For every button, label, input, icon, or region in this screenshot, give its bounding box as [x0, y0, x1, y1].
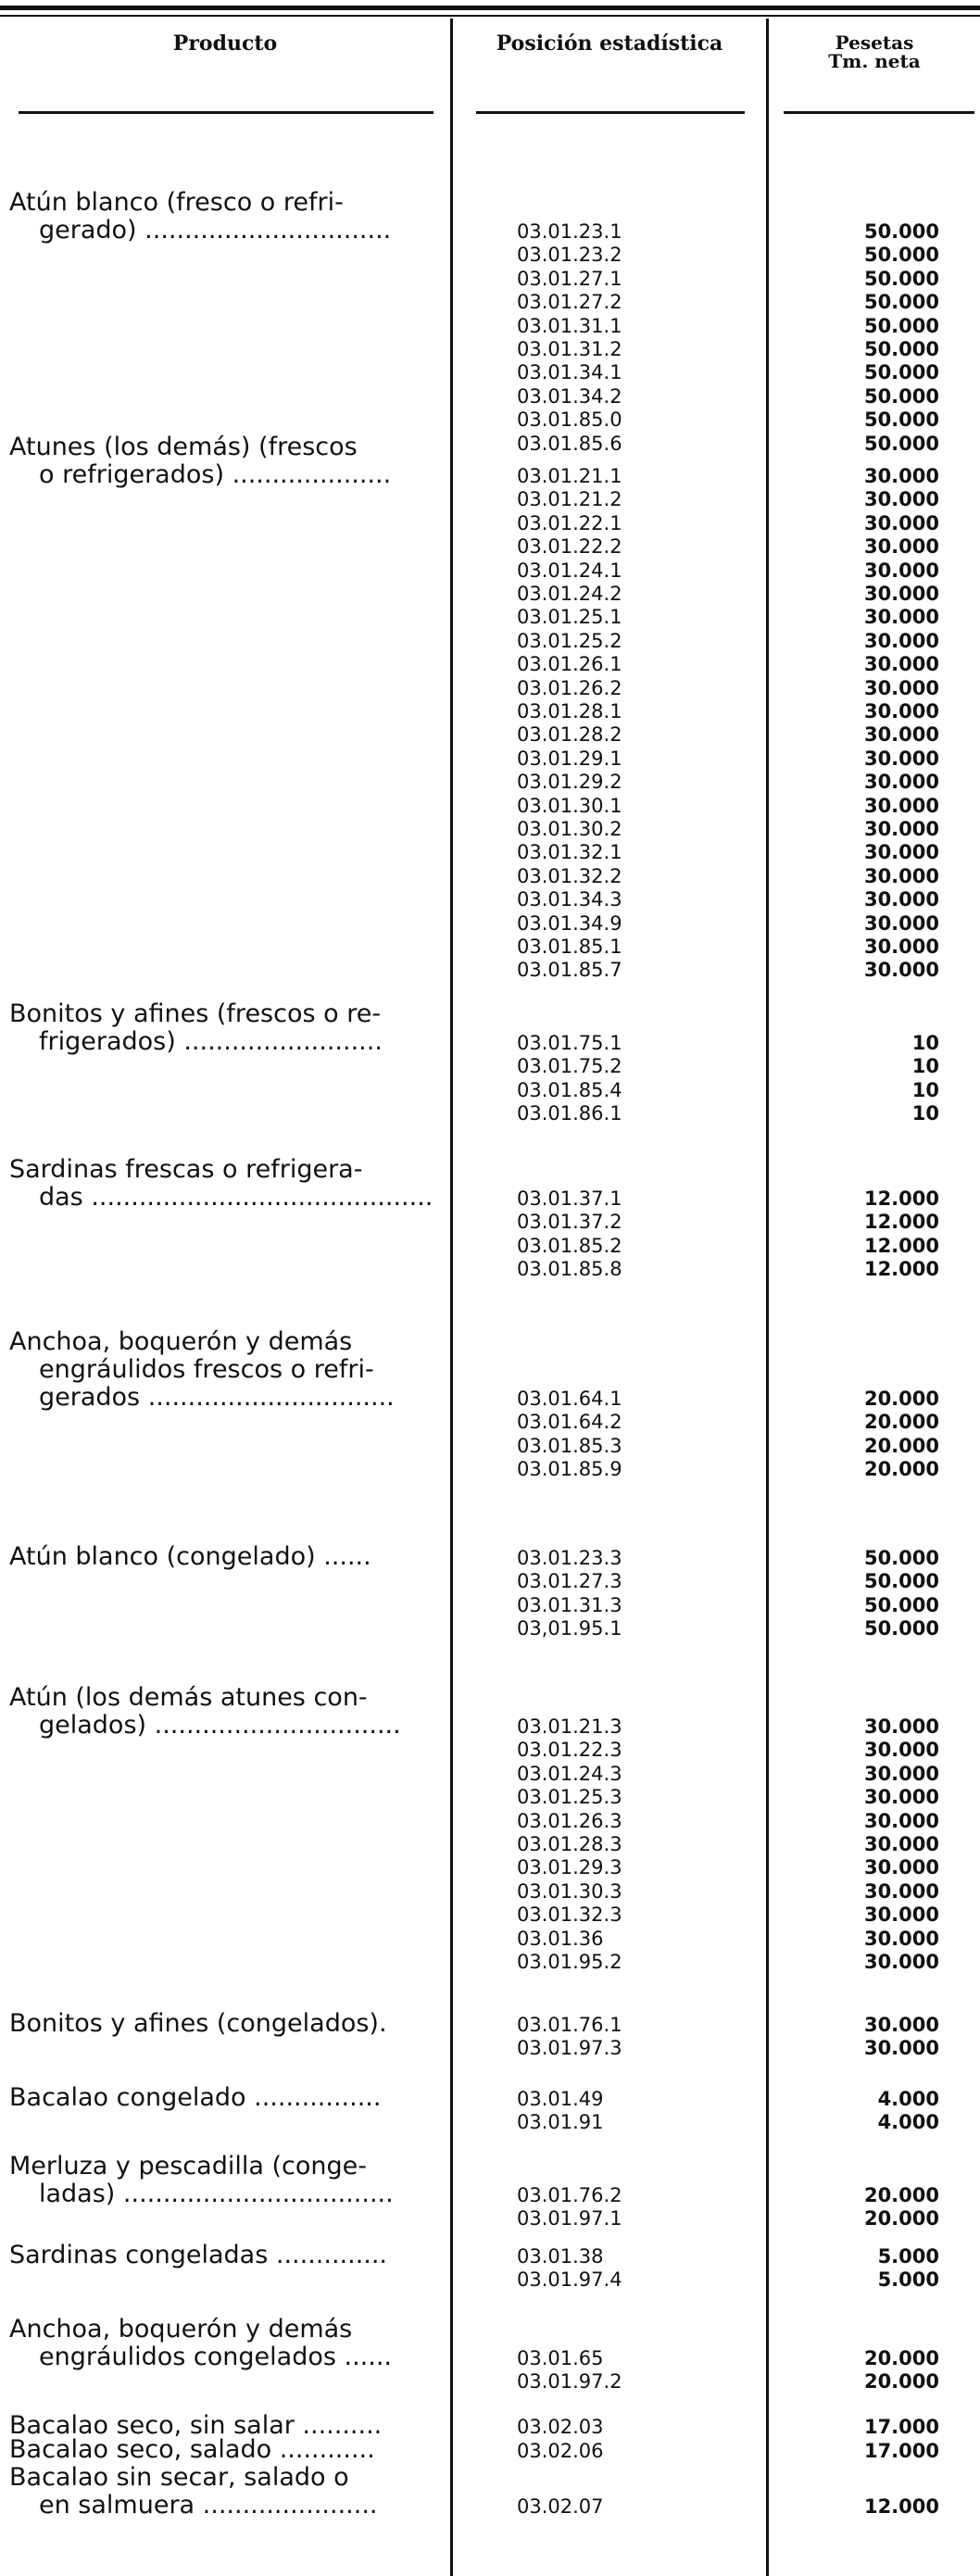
- statistical-position: 03.01.27.3: [517, 1570, 622, 1593]
- price-per-ton: 30.000: [863, 559, 939, 582]
- price-per-ton: 30.000: [863, 465, 939, 487]
- price-per-ton: 12.000: [863, 1187, 939, 1210]
- statistical-position: 03.01.27.2: [517, 291, 622, 314]
- price-per-ton: 30.000: [863, 841, 939, 864]
- product-name-line: gerados ...............................: [39, 1383, 395, 1412]
- statistical-position: 03.01.65: [517, 2347, 604, 2369]
- price-per-ton: 50.000: [863, 384, 939, 408]
- price-per-ton: 30.000: [863, 771, 939, 794]
- price-per-ton: 50.000: [863, 361, 939, 384]
- product-name-line: gelados) ...............................: [39, 1711, 401, 1740]
- product-name-line: ladas) ..................................: [39, 2180, 394, 2208]
- price-per-ton: 30.000: [863, 959, 939, 982]
- statistical-position: 03.01.29.2: [517, 771, 622, 794]
- statistical-position: 03.01.23.3: [517, 1547, 622, 1569]
- statistical-position: 03.01.95.2: [517, 1951, 622, 1973]
- price-per-ton: 30.000: [863, 1879, 939, 1903]
- statistical-position: 03.01.64.1: [517, 1388, 622, 1410]
- product-name-line: Atunes (los demás) (frescos: [9, 433, 358, 461]
- statistical-position: 03.01.23.1: [517, 220, 622, 243]
- statistical-position: 03.01.97.3: [517, 2037, 622, 2060]
- price-per-ton: 30.000: [863, 723, 939, 747]
- statistical-position: 03.02.07: [517, 2495, 604, 2518]
- price-per-ton: 50.000: [863, 1570, 939, 1593]
- statistical-position: 03.01.85.7: [517, 959, 622, 982]
- product-name-line: engráulidos congelados ......: [39, 2343, 393, 2371]
- top-rule-thick: [0, 6, 980, 10]
- price-per-ton: 50.000: [863, 291, 939, 314]
- product-name-line: Bacalao seco, sin salar ..........: [9, 2411, 383, 2440]
- statistical-position: 03.01.21.2: [517, 488, 622, 511]
- price-per-ton: 4.000: [877, 2088, 939, 2110]
- statistical-position: 03.01.21.1: [517, 465, 622, 487]
- statistical-position: 03.01.36: [517, 1927, 604, 1950]
- price-per-ton: 5.000: [877, 2268, 939, 2292]
- price-per-ton: 20.000: [863, 1411, 939, 1434]
- price-per-ton: 10: [911, 1032, 939, 1054]
- price-per-ton: 12.000: [863, 1211, 939, 1234]
- price-per-ton: 30.000: [863, 1786, 939, 1809]
- statistical-position: 03.01.97.1: [517, 2207, 622, 2230]
- statistical-position: 03.01.64.2: [517, 1411, 622, 1434]
- header-underline-1: [19, 111, 433, 114]
- product-name-line: o refrigerados) ....................: [39, 460, 392, 489]
- price-per-ton: 17.000: [863, 2440, 939, 2462]
- product-name-line: Atún blanco (fresco o refri-: [9, 188, 344, 217]
- price-per-ton: 30.000: [863, 488, 939, 511]
- statistical-position: 03.01.85.2: [517, 1234, 622, 1257]
- header-price-line1: Pesetas: [835, 31, 914, 54]
- statistical-position: 03.01.34.3: [517, 888, 622, 911]
- statistical-position: 03.01.30.2: [517, 818, 622, 840]
- price-per-ton: 30.000: [863, 747, 939, 770]
- price-per-ton: 10: [911, 1102, 939, 1125]
- statistical-position: 03.01.75.2: [517, 1055, 622, 1078]
- statistical-position: 03.01.76.1: [517, 2014, 622, 2036]
- product-name-line: Bonitos y afines (congelados).: [9, 2009, 387, 2038]
- statistical-position: 03.01.37.1: [517, 1187, 622, 1210]
- product-name-line: gerado) ...............................: [39, 216, 392, 245]
- statistical-position: 03.01.28.1: [517, 700, 622, 723]
- price-per-ton: 30.000: [863, 700, 939, 723]
- header-position: Posición estadística: [496, 31, 723, 56]
- product-name-line: Bacalao congelado ................: [9, 2083, 382, 2112]
- statistical-position: 03.01.22.3: [517, 1739, 622, 1762]
- statistical-position: 03.01.24.3: [517, 1762, 622, 1785]
- product-name-line: Sardinas frescas o refrigera-: [9, 1155, 363, 1184]
- price-per-ton: 30.000: [863, 794, 939, 817]
- statistical-position: 03.01.85.8: [517, 1258, 622, 1281]
- statistical-position: 03.01.26.3: [517, 1809, 622, 1832]
- statistical-position: 03.01.28.2: [517, 723, 622, 747]
- price-per-ton: 50.000: [863, 338, 939, 360]
- statistical-position: 03.01.30.3: [517, 1879, 622, 1903]
- product-name-line: Bonitos y afines (frescos o re-: [9, 999, 382, 1028]
- statistical-position: 03.01.26.2: [517, 676, 622, 699]
- statistical-position: 03.01.24.1: [517, 559, 622, 582]
- price-per-ton: 30.000: [863, 936, 939, 958]
- header-underline-3: [784, 111, 974, 114]
- price-per-ton: 20.000: [863, 1434, 939, 1457]
- statistical-position: 03.01.85.0: [517, 408, 622, 432]
- price-per-ton: 30.000: [863, 1809, 939, 1832]
- price-per-ton: 50.000: [863, 244, 939, 267]
- statistical-position: 03.01.85.1: [517, 936, 622, 958]
- price-per-ton: 10: [911, 1055, 939, 1078]
- price-per-ton: 50.000: [863, 432, 939, 455]
- statistical-position: 03.01.29.1: [517, 747, 622, 770]
- product-name-line: Bacalao seco, salado ............: [9, 2435, 375, 2464]
- price-per-ton: 20.000: [863, 1458, 939, 1481]
- header-product: Producto: [172, 31, 278, 56]
- statistical-position: 03.01.32.2: [517, 864, 622, 887]
- price-per-ton: 17.000: [863, 2416, 939, 2438]
- statistical-position: 03.02.03: [517, 2416, 604, 2438]
- price-per-ton: 50.000: [863, 1617, 939, 1640]
- statistical-position: 03.01.23.2: [517, 244, 622, 267]
- statistical-position: 03.01.25.1: [517, 606, 622, 629]
- price-per-ton: 30.000: [863, 606, 939, 629]
- statistical-position: 03.01.76.2: [517, 2184, 622, 2206]
- price-per-ton: 30.000: [863, 1762, 939, 1785]
- statistical-position: 03.01.32.3: [517, 1904, 622, 1927]
- price-per-ton: 12.000: [863, 1234, 939, 1257]
- price-per-ton: 30.000: [863, 535, 939, 559]
- statistical-position: 03.01.28.3: [517, 1833, 622, 1855]
- statistical-position: 03.01.85.4: [517, 1078, 622, 1101]
- statistical-position: 03.01.31.2: [517, 338, 622, 360]
- statistical-position: 03.01.97.2: [517, 2370, 622, 2394]
- price-per-ton: 20.000: [863, 2207, 939, 2230]
- price-per-ton: 20.000: [863, 2347, 939, 2369]
- price-per-ton: 30.000: [863, 583, 939, 605]
- statistical-position: 03.01.25.2: [517, 629, 622, 652]
- statistical-position: 03.01.30.1: [517, 794, 622, 817]
- header-price-line2: Tm. neta: [828, 50, 921, 72]
- product-name-line: Merluza y pescadilla (conge-: [9, 2152, 367, 2180]
- price-per-ton: 30.000: [863, 911, 939, 935]
- price-per-ton: 50.000: [863, 408, 939, 432]
- statistical-position: 03.01.86.1: [517, 1102, 622, 1125]
- statistical-position: 03.01.25.3: [517, 1786, 622, 1809]
- statistical-position: 03.01.29.3: [517, 1856, 622, 1879]
- price-per-ton: 20.000: [863, 2184, 939, 2206]
- statistical-position: 03,01.95.1: [517, 1617, 622, 1640]
- price-per-ton: 30.000: [863, 2014, 939, 2036]
- price-per-ton: 30.000: [863, 653, 939, 676]
- price-per-ton: 50.000: [863, 1547, 939, 1569]
- top-rule-thin: [0, 15, 980, 17]
- price-per-ton: 50.000: [863, 220, 939, 243]
- price-per-ton: 30.000: [863, 1856, 939, 1879]
- price-per-ton: 12.000: [863, 2495, 939, 2518]
- product-name-line: Anchoa, boquerón y demás: [9, 2315, 353, 2344]
- statistical-position: 03.01.85.6: [517, 432, 622, 455]
- statistical-position: 03.01.34.1: [517, 361, 622, 384]
- statistical-position: 03.01.22.1: [517, 511, 622, 534]
- product-name-line: Sardinas congeladas ..............: [9, 2241, 388, 2269]
- statistical-position: 03.01.97.4: [517, 2268, 622, 2292]
- column-divider-2: [766, 19, 769, 2576]
- product-name-line: Anchoa, boquerón y demás: [9, 1327, 353, 1356]
- statistical-position: 03.01.32.1: [517, 841, 622, 864]
- statistical-position: 03.01.27.1: [517, 267, 622, 290]
- statistical-position: 03.01.22.2: [517, 535, 622, 559]
- price-per-ton: 50.000: [863, 1593, 939, 1616]
- product-name-line: engráulidos frescos o refri-: [39, 1355, 374, 1384]
- statistical-position: 03.01.85.9: [517, 1458, 622, 1481]
- price-per-ton: 30.000: [863, 1927, 939, 1950]
- statistical-position: 03.01.34.9: [517, 911, 622, 935]
- statistical-position: 03.01.21.3: [517, 1715, 622, 1738]
- statistical-position: 03.01.85.3: [517, 1434, 622, 1457]
- statistical-position: 03.01.31.1: [517, 314, 622, 337]
- price-per-ton: 50.000: [863, 267, 939, 290]
- product-name-line: das ...........................................: [39, 1183, 433, 1212]
- statistical-position: 03.01.24.2: [517, 583, 622, 605]
- price-per-ton: 30.000: [863, 818, 939, 840]
- price-per-ton: 12.000: [863, 1258, 939, 1281]
- price-per-ton: 30.000: [863, 511, 939, 534]
- price-per-ton: 20.000: [863, 2370, 939, 2394]
- price-per-ton: 50.000: [863, 314, 939, 337]
- statistical-position: 03.01.37.2: [517, 1211, 622, 1234]
- statistical-position: 03.01.34.2: [517, 384, 622, 408]
- price-per-ton: 30.000: [863, 864, 939, 887]
- statistical-position: 03.01.26.1: [517, 653, 622, 676]
- price-per-ton: 30.000: [863, 1904, 939, 1927]
- price-per-ton: 10: [911, 1078, 939, 1101]
- price-per-ton: 30.000: [863, 629, 939, 652]
- price-per-ton: 30.000: [863, 1739, 939, 1762]
- price-per-ton: 30.000: [863, 2037, 939, 2060]
- header-underline-2: [476, 111, 745, 114]
- price-per-ton: 20.000: [863, 1388, 939, 1410]
- price-per-ton: 30.000: [863, 1951, 939, 1973]
- price-per-ton: 30.000: [863, 888, 939, 911]
- statistical-position: 03.02.06: [517, 2440, 604, 2462]
- price-per-ton: 30.000: [863, 676, 939, 699]
- product-name-line: Bacalao sin secar, salado o: [9, 2463, 349, 2492]
- product-name-line: Atún blanco (congelado) ......: [9, 1542, 371, 1571]
- product-name-line: frigerados) .........................: [39, 1027, 383, 1056]
- product-name-line: en salmuera ......................: [39, 2491, 378, 2519]
- price-per-ton: 30.000: [863, 1833, 939, 1855]
- statistical-position: 03.01.38: [517, 2245, 604, 2268]
- price-per-ton: 4.000: [877, 2111, 939, 2134]
- statistical-position: 03.01.31.3: [517, 1593, 622, 1616]
- statistical-position: 03.01.91: [517, 2111, 604, 2134]
- price-per-ton: 30.000: [863, 1715, 939, 1738]
- statistical-position: 03.01.49: [517, 2088, 604, 2110]
- statistical-position: 03.01.75.1: [517, 1032, 622, 1054]
- product-name-line: Atún (los demás atunes con-: [9, 1683, 368, 1712]
- price-per-ton: 5.000: [877, 2245, 939, 2268]
